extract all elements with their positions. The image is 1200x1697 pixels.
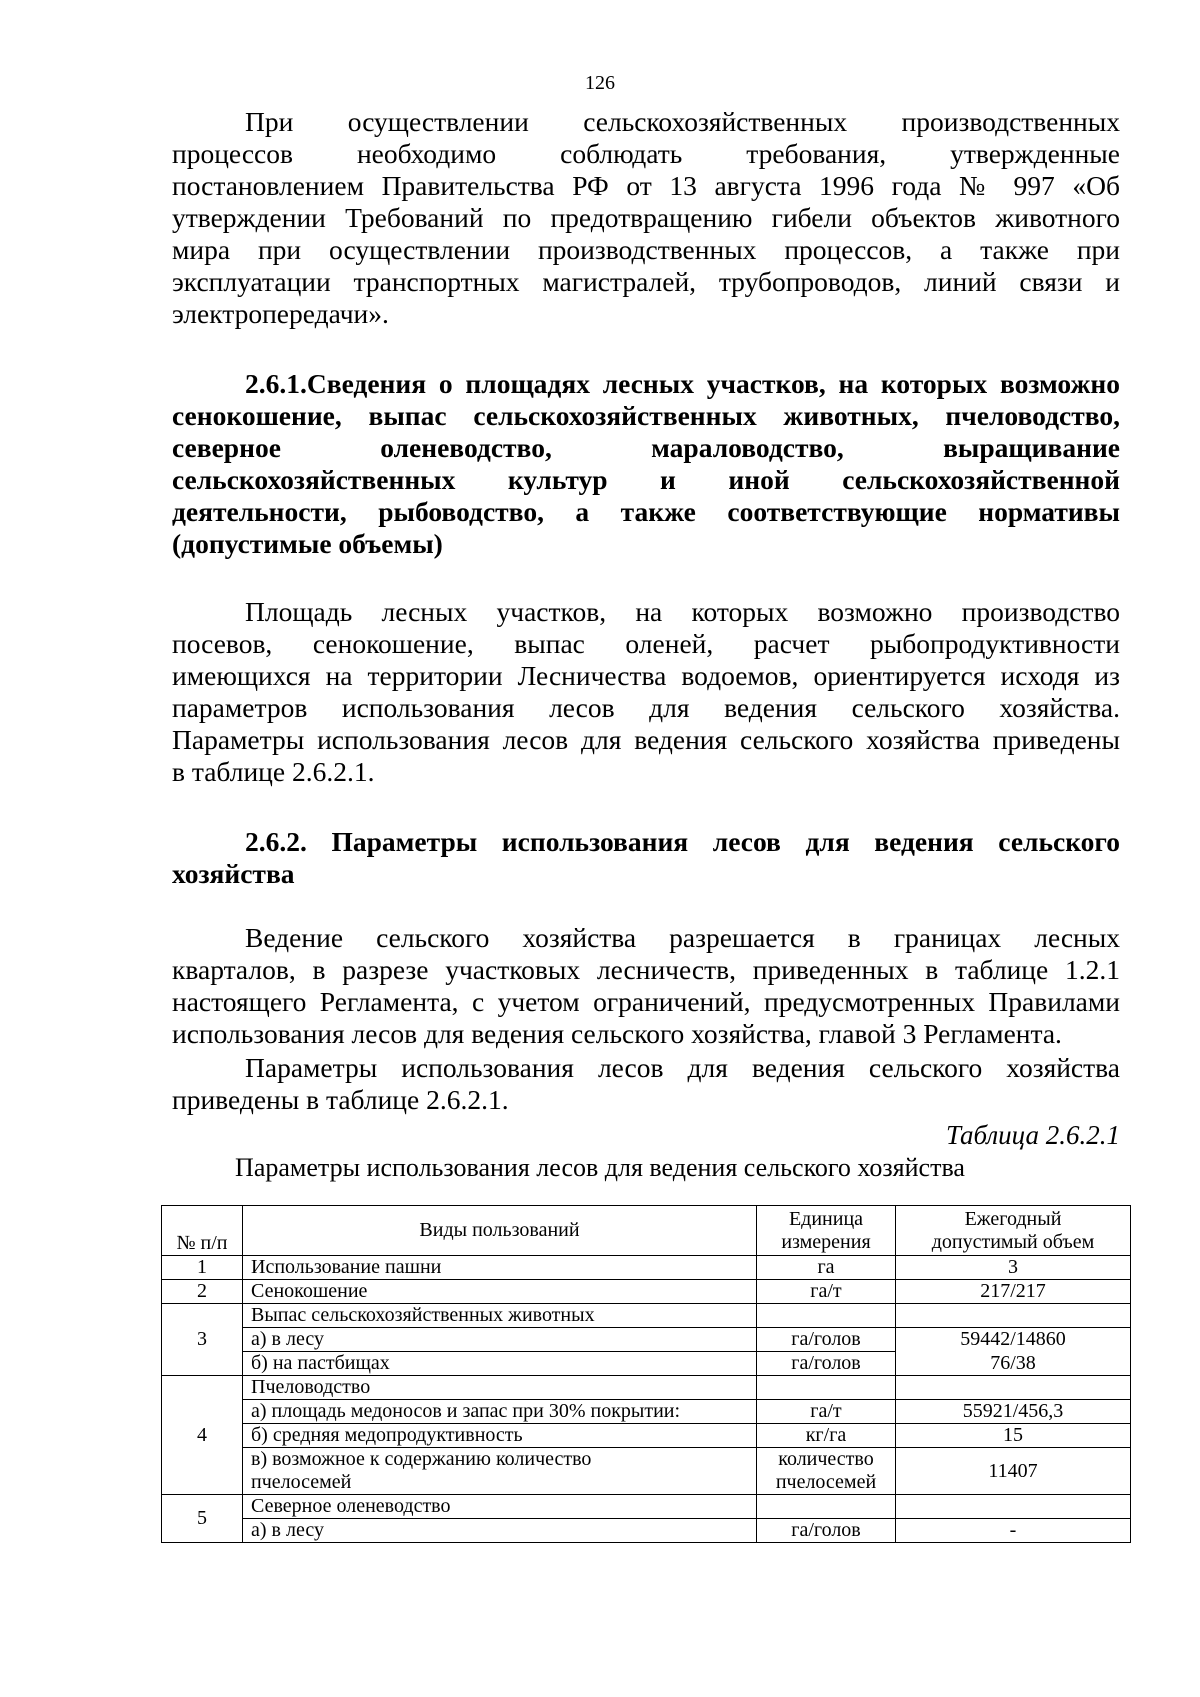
cell-kind: Северное оленеводство bbox=[243, 1495, 757, 1519]
cell-volume bbox=[896, 1304, 1131, 1328]
text-line: Площадь лесных участков, на которых возможно производство bbox=[245, 596, 1120, 627]
heading-line: хозяйства bbox=[172, 858, 295, 889]
cell-kind: Использование пашни bbox=[243, 1256, 757, 1280]
cell-num: 2 bbox=[162, 1280, 243, 1304]
header-volume bbox=[896, 1206, 1131, 1256]
table-row bbox=[162, 1352, 1131, 1376]
cell-kind bbox=[243, 1448, 757, 1495]
cell-unit bbox=[757, 1495, 896, 1519]
table-label: Таблица 2.6.2.1 bbox=[945, 1120, 1120, 1150]
text-line: Параметры использования лесов для ведения сельского хозяйства bbox=[245, 1052, 1120, 1083]
cell-kind: Сенокошение bbox=[243, 1280, 757, 1304]
section-heading-2-6-2 bbox=[172, 826, 1120, 890]
paragraph-2 bbox=[172, 596, 1120, 788]
cell-unit: га/голов bbox=[757, 1519, 896, 1543]
text-line: утверждении Требований по предотвращению гибели объектов животного bbox=[172, 202, 1120, 233]
cell-unit-line: пчелосемей bbox=[775, 1471, 877, 1493]
cell-unit: га/голов bbox=[757, 1328, 896, 1352]
cell-unit bbox=[757, 1376, 896, 1400]
text-line: посевов, сенокошение, выпас оленей, расчет рыбопродуктивности bbox=[172, 628, 1120, 659]
header-unit-line: Единица bbox=[788, 1207, 864, 1230]
cell-num: 1 bbox=[162, 1256, 243, 1280]
table-row bbox=[162, 1256, 1131, 1280]
header-num: № п/п bbox=[162, 1206, 243, 1256]
table-title: Параметры использования лесов для ведения сельского хозяйства bbox=[235, 1153, 965, 1182]
table-row bbox=[162, 1304, 1131, 1328]
cell-unit: га/т bbox=[757, 1400, 896, 1424]
heading-line: 2.6.2. Параметры использования лесов для ведения сельского bbox=[245, 826, 1120, 857]
cell-unit: га/т bbox=[757, 1280, 896, 1304]
cell-unit-line: количество bbox=[778, 1448, 874, 1470]
cell-kind: б) средняя медопродуктивность bbox=[243, 1424, 757, 1448]
text-line: настоящего Регламента, с учетом ограничений, предусмотренных Правилами bbox=[172, 986, 1120, 1017]
cell-kind: Выпас сельскохозяйственных животных bbox=[243, 1304, 757, 1328]
text-line: эксплуатации транспортных магистралей, трубопроводов, линий связи и bbox=[172, 266, 1120, 297]
cell-num: 5 bbox=[162, 1495, 243, 1543]
cell-unit: кг/га bbox=[757, 1424, 896, 1448]
heading-line: деятельности, рыбоводство, а также соответствующие нормативы bbox=[172, 496, 1120, 527]
page-number: 126 bbox=[585, 72, 615, 94]
heading-line: северное оленеводство, мараловодство, выращивание bbox=[172, 432, 1120, 463]
table-row bbox=[162, 1495, 1131, 1519]
table-row bbox=[162, 1376, 1131, 1400]
cell-kind: а) в лесу bbox=[243, 1519, 757, 1543]
cell-volume: 15 bbox=[896, 1424, 1131, 1448]
section-heading-2-6-1 bbox=[172, 368, 1120, 560]
heading-line: 2.6.1.Сведения о площадях лесных участков, на которых возможно bbox=[245, 368, 1120, 399]
text-line: параметров использования лесов для ведения сельского хозяйства. bbox=[172, 692, 1120, 723]
table-row bbox=[162, 1328, 1131, 1352]
text-line: мира при осуществлении производственных процессов, а также при bbox=[172, 234, 1120, 265]
cell-unit bbox=[757, 1448, 896, 1495]
cell-volume bbox=[896, 1495, 1131, 1519]
cell-kind: а) в лесу bbox=[243, 1328, 757, 1352]
cell-kind-line: пчелосемей bbox=[251, 1471, 352, 1493]
cell-volume: 11407 bbox=[896, 1448, 1131, 1495]
header-unit bbox=[757, 1206, 896, 1256]
table-row bbox=[162, 1400, 1131, 1424]
header-kind: Виды пользований bbox=[243, 1206, 757, 1256]
cell-unit: га bbox=[757, 1256, 896, 1280]
cell-volume: 59442/14860 bbox=[896, 1328, 1131, 1352]
text-line: процессов необходимо соблюдать требования, утвержденные bbox=[172, 138, 1120, 169]
table-row bbox=[162, 1519, 1131, 1543]
text-line: приведены в таблице 2.6.2.1. bbox=[172, 1084, 509, 1115]
cell-kind: б) на пастбищах bbox=[243, 1352, 757, 1376]
table-row bbox=[162, 1424, 1131, 1448]
paragraph-3 bbox=[172, 922, 1120, 1050]
text-line: При осуществлении сельскохозяйственных производственных bbox=[245, 106, 1120, 137]
cell-unit: га/голов bbox=[757, 1352, 896, 1376]
cell-volume bbox=[896, 1376, 1131, 1400]
cell-num: 4 bbox=[162, 1376, 243, 1495]
header-volume-line: Ежегодный bbox=[964, 1207, 1062, 1230]
text-line: постановлением Правительства РФ от 13 августа 1996 года № 997 «Об bbox=[172, 170, 1120, 201]
cell-kind: а) площадь медоносов и запас при 30% покрытии: bbox=[243, 1400, 757, 1424]
text-line: имеющихся на территории Лесничества водоемов, ориентируется исходя из bbox=[172, 660, 1120, 691]
cell-kind: Пчеловодство bbox=[243, 1376, 757, 1400]
cell-volume: 55921/456,3 bbox=[896, 1400, 1131, 1424]
table-row bbox=[162, 1448, 1131, 1495]
header-unit-line: измерения bbox=[781, 1230, 871, 1253]
cell-num: 3 bbox=[162, 1304, 243, 1376]
text-line: Параметры использования лесов для ведения сельского хозяйства приведены bbox=[172, 724, 1120, 755]
heading-line: сенокошение, выпас сельскохозяйственных животных, пчеловодство, bbox=[172, 400, 1120, 431]
paragraph-4 bbox=[172, 1052, 1120, 1116]
text-line: кварталов, в разрезе участковых лесничеств, приведенных в таблице 1.2.1 bbox=[172, 954, 1120, 985]
cell-volume: 76/38 bbox=[896, 1352, 1131, 1376]
table-row bbox=[162, 1280, 1131, 1304]
heading-line: сельскохозяйственных культур и иной сельскохозяйственной bbox=[172, 464, 1120, 495]
text-line: Ведение сельского хозяйства разрешается в границах лесных bbox=[245, 922, 1120, 953]
paragraph-1 bbox=[172, 106, 1120, 330]
cell-kind-line: в) возможное к содержанию количество bbox=[251, 1448, 592, 1470]
parameters-table bbox=[161, 1205, 1131, 1543]
cell-volume: 217/217 bbox=[896, 1280, 1131, 1304]
heading-line: (допустимые объемы) bbox=[172, 528, 443, 559]
cell-volume: - bbox=[896, 1519, 1131, 1543]
text-line: электропередачи». bbox=[172, 298, 389, 329]
header-volume-line: допустимый объем bbox=[931, 1230, 1095, 1253]
text-line: использования лесов для ведения сельского хозяйства, главой 3 Регламента. bbox=[172, 1018, 1062, 1049]
text-line: в таблице 2.6.2.1. bbox=[172, 756, 375, 787]
cell-volume: 3 bbox=[896, 1256, 1131, 1280]
cell-unit bbox=[757, 1304, 896, 1328]
table-header-row bbox=[162, 1206, 1131, 1256]
